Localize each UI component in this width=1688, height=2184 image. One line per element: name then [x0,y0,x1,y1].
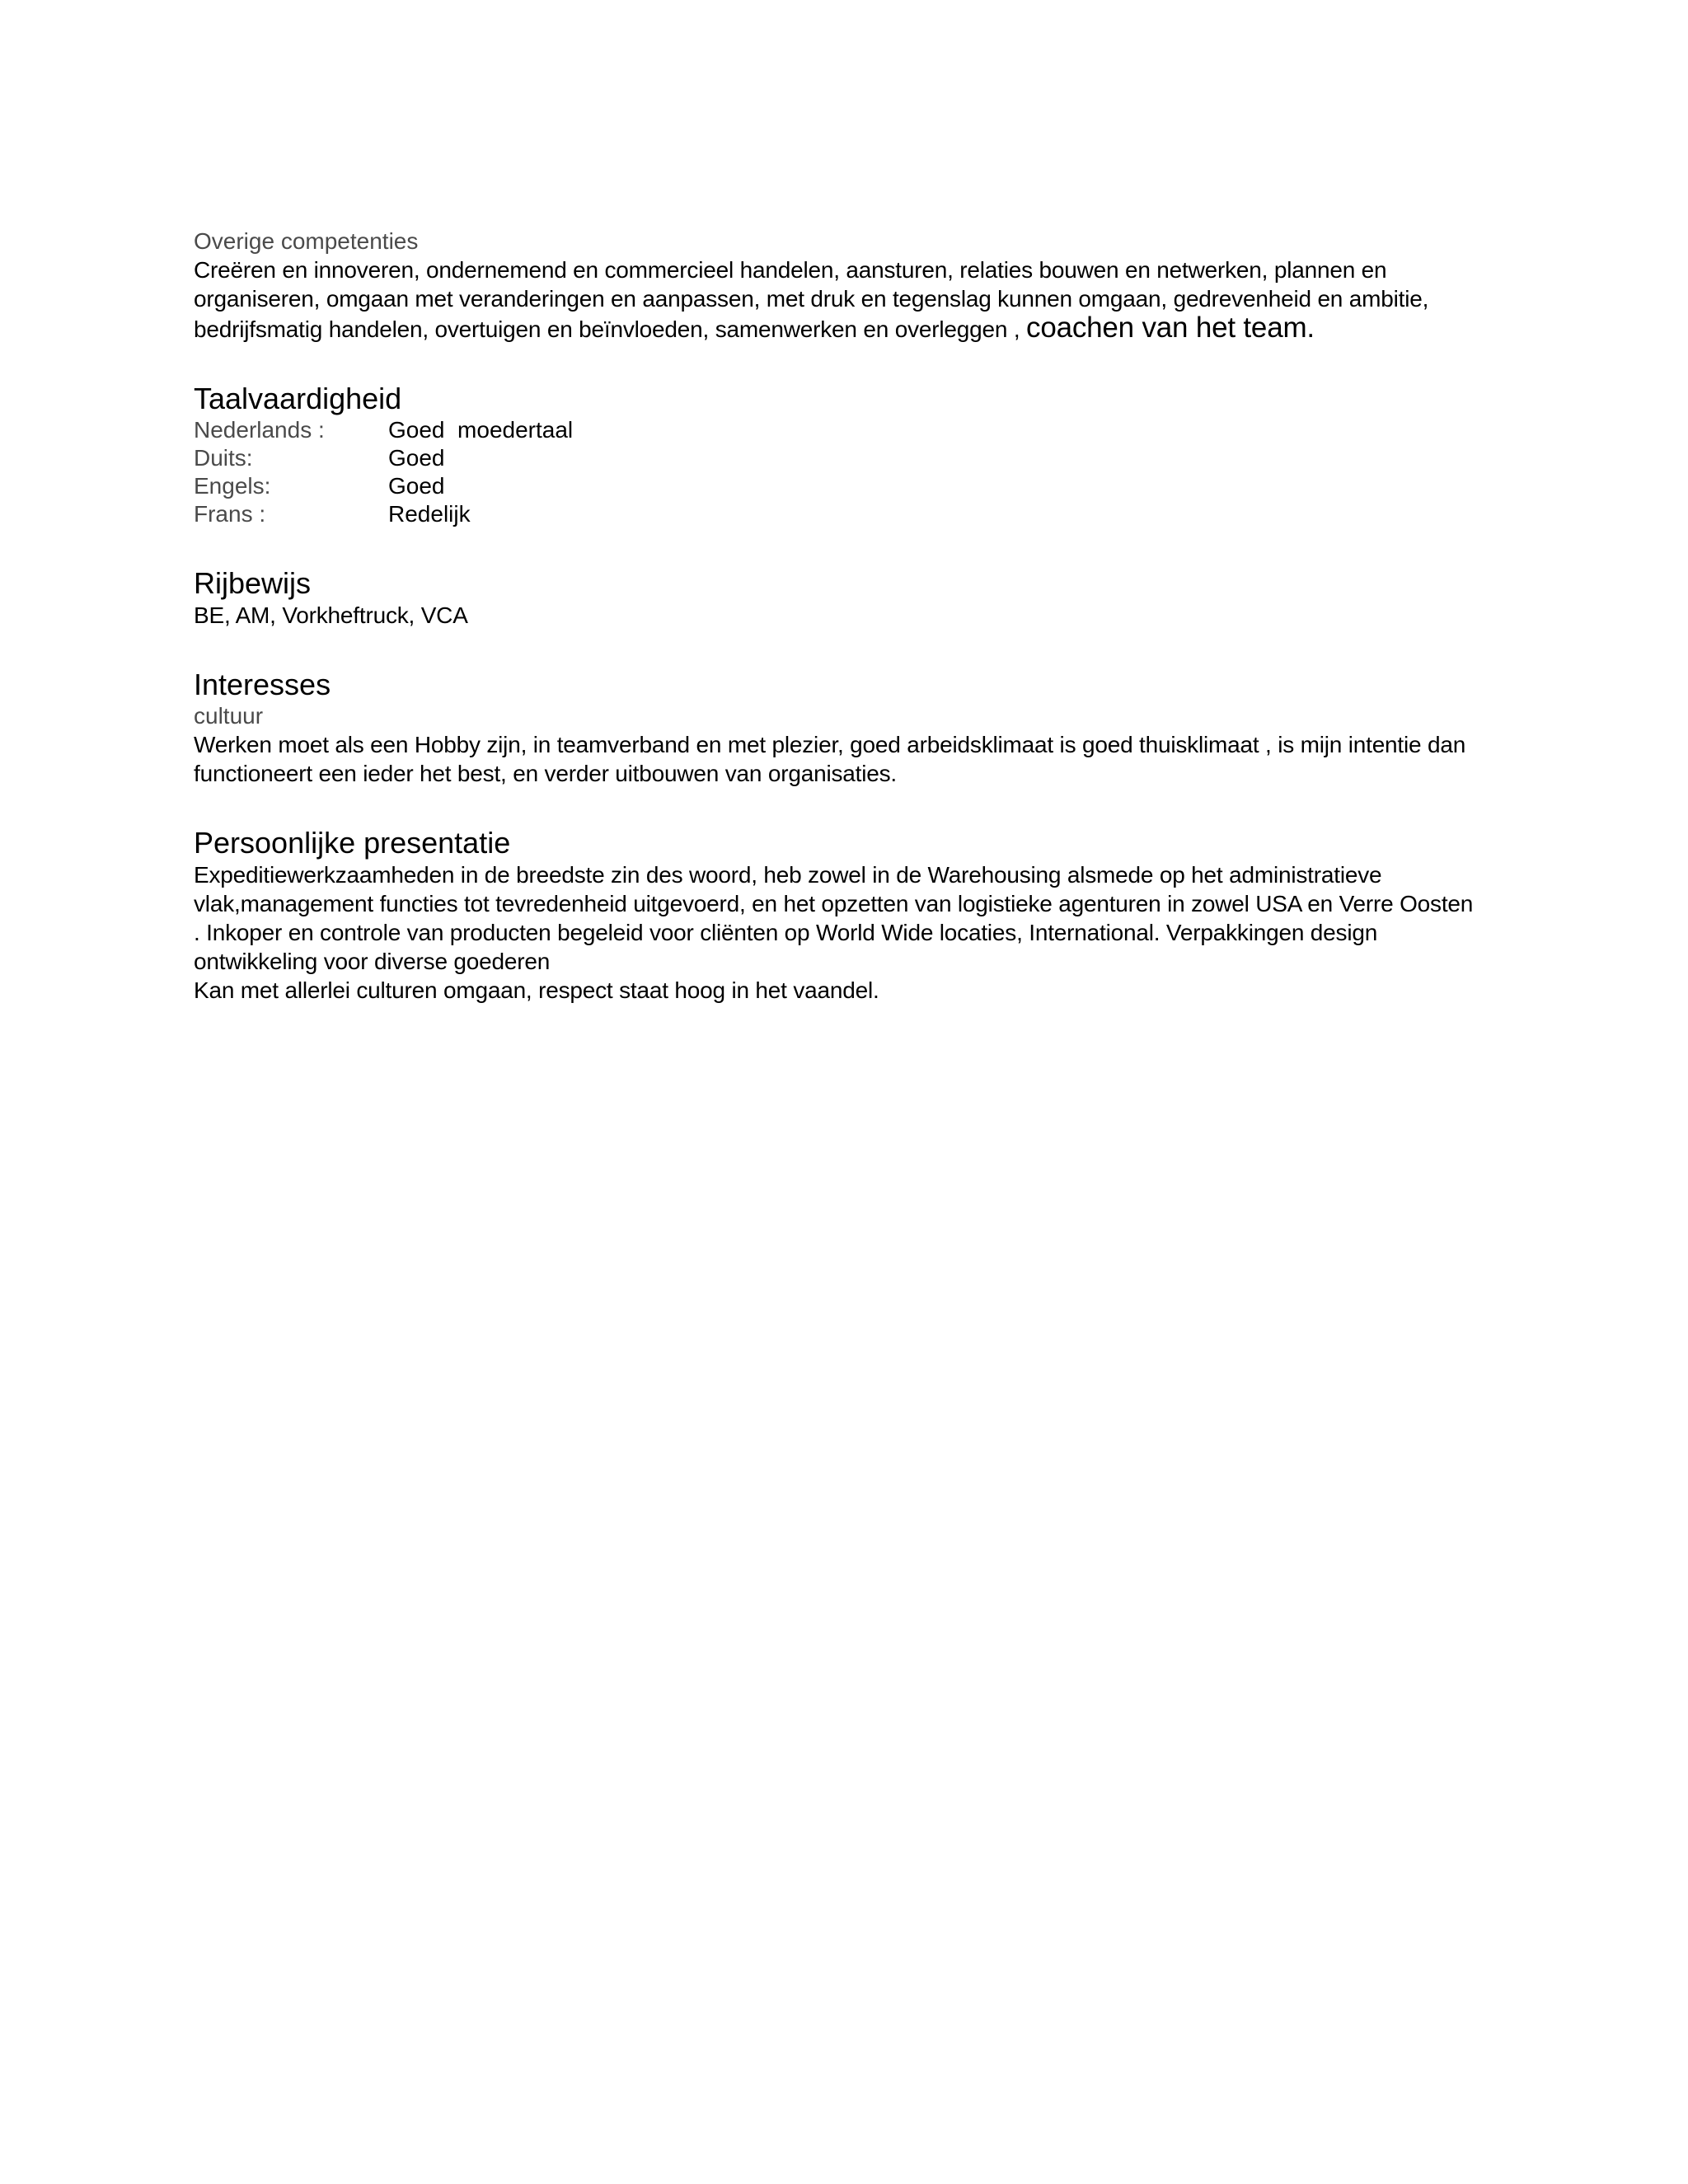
language-name: Nederlands : [194,417,325,443]
presentation-heading: Persoonlijke presentatie [194,826,511,860]
language-level: Goed moedertaal [388,417,574,443]
language-level: Goed [388,473,445,499]
section-presentation [194,826,1479,1005]
section-competencies [194,227,1479,344]
interests-text: Werken moet als een Hobby zijn, in teamverband en met plezier, goed arbeidsklimaat is goed thuisklimaat , is mijn intentie dan functioneert een ieder het best, en verder uitbouwen van organisaties. [194,732,1466,786]
license-text: BE, AM, Vorkheftruck, VCA [194,602,468,628]
presentation-paragraph-2: Kan met allerlei culturen omgaan, respect staat hoog in het vaandel. [194,977,879,1003]
language-row [194,472,1479,500]
language-level: Redelijk [388,501,471,527]
language-row [194,500,1479,528]
languages-heading: Taalvaardigheid [194,382,402,415]
competencies-text-large: coachen van het team. [1026,312,1315,344]
language-name: Engels: [194,473,271,499]
competencies-text-main: Creëren en innoveren, ondernemend en commercieel handelen, aansturen, relaties bouwen en netwerken, plannen en organiseren, omgaan met veranderingen en aanpassen, met druk en tegenslag kunnen omgaan, gedrevenheid en ambitie, bedrijfsmatig handelen, overtuigen en beïnvloeden, samenwerken en overleggen , [194,257,1429,342]
language-level: Goed [388,445,445,471]
section-interests [194,668,1479,788]
interests-heading: Interesses [194,668,331,701]
competencies-label: Overige competenties [194,228,419,254]
section-languages [194,382,1479,528]
language-row [194,444,1479,472]
section-license [194,566,1479,630]
document-content [194,227,1479,1043]
competencies-text [194,255,1479,344]
license-heading: Rijbewijs [194,566,312,600]
interests-label: cultuur [194,703,264,729]
language-row [194,416,1479,444]
language-name: Duits: [194,445,253,471]
language-name: Frans : [194,501,266,527]
presentation-paragraph-1: Expeditiewerkzaamheden in de breedste zin des woord, heb zowel in de Warehousing alsmede op het administratieve vlak,management functies tot tevredenheid uitgevoerd, en het opzetten van logistieke agenturen in zowel USA en Verre Oosten . Inkoper en controle van producten begeleid voor cliënten op World Wide locaties, International. Verpakkingen design ontwikkeling voor diverse goederen [194,862,1474,974]
